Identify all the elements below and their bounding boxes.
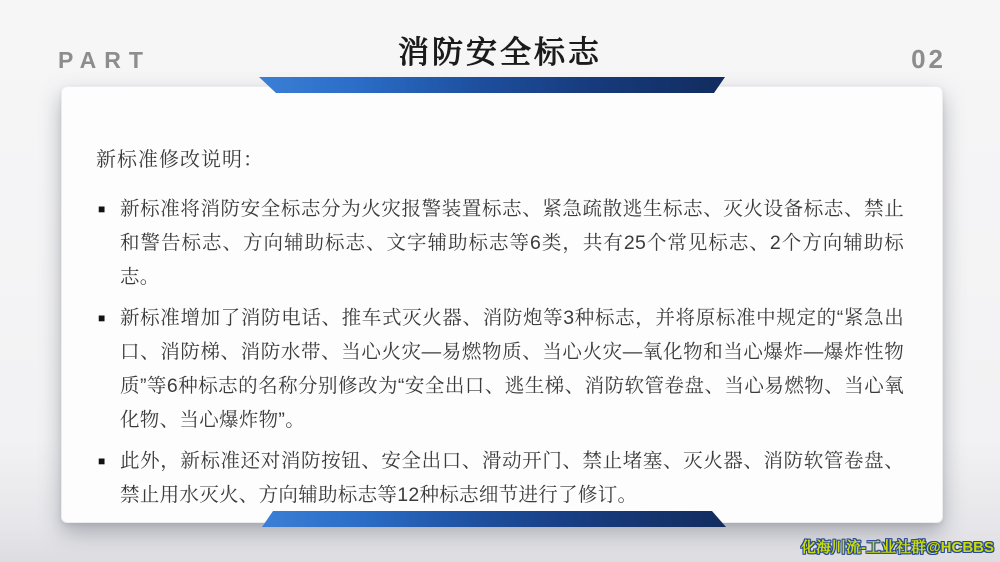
page-number: 02: [911, 44, 946, 74]
bottom-accent-bar: [262, 511, 726, 527]
bullet-list: [96, 192, 904, 512]
bullet-square-icon: ■: [98, 454, 106, 468]
bullet-text: 新标准将消防安全标志分为火灾报警装置标志、紧急疏散逃生标志、灭火设备标志、禁止和警告标志、方向辅助标志、文字辅助标志等6类，共有25个常见标志、2个方向辅助标志。: [120, 198, 904, 288]
slide-title: 消防安全标志: [398, 35, 602, 70]
top-accent-bar: [259, 77, 725, 93]
bullet-item: [98, 301, 904, 437]
bullet-square-icon: ■: [98, 202, 106, 216]
bullet-square-icon: ■: [98, 311, 106, 325]
section-heading: 新标准修改说明：: [96, 149, 264, 171]
bullet-item: [98, 192, 904, 294]
bullet-text: 新标准增加了消防电话、推车式灭火器、消防炮等3种标志，并将原标准中规定的“紧急出口、消防梯、消防水带、当心火灾—易燃物质、当心火灾—氧化物和当心爆炸—爆炸性物质”等6种标志的名称分别修改为“安全出口、逃生梯、消防软管卷盘、当心易燃物、当心氧化物、当心爆炸物”。: [120, 307, 904, 431]
watermark: 化海川流-工业社群@HCBBS: [801, 539, 994, 556]
bullet-item: [98, 444, 904, 512]
bullet-text: 此外，新标准还对消防按钮、安全出口、滑动开门、禁止堵塞、灭火器、消防软管卷盘、禁止用水灭火、方向辅助标志等12种标志细节进行了修订。: [120, 450, 904, 506]
content-card: [61, 86, 943, 523]
part-label: PART: [58, 47, 151, 73]
